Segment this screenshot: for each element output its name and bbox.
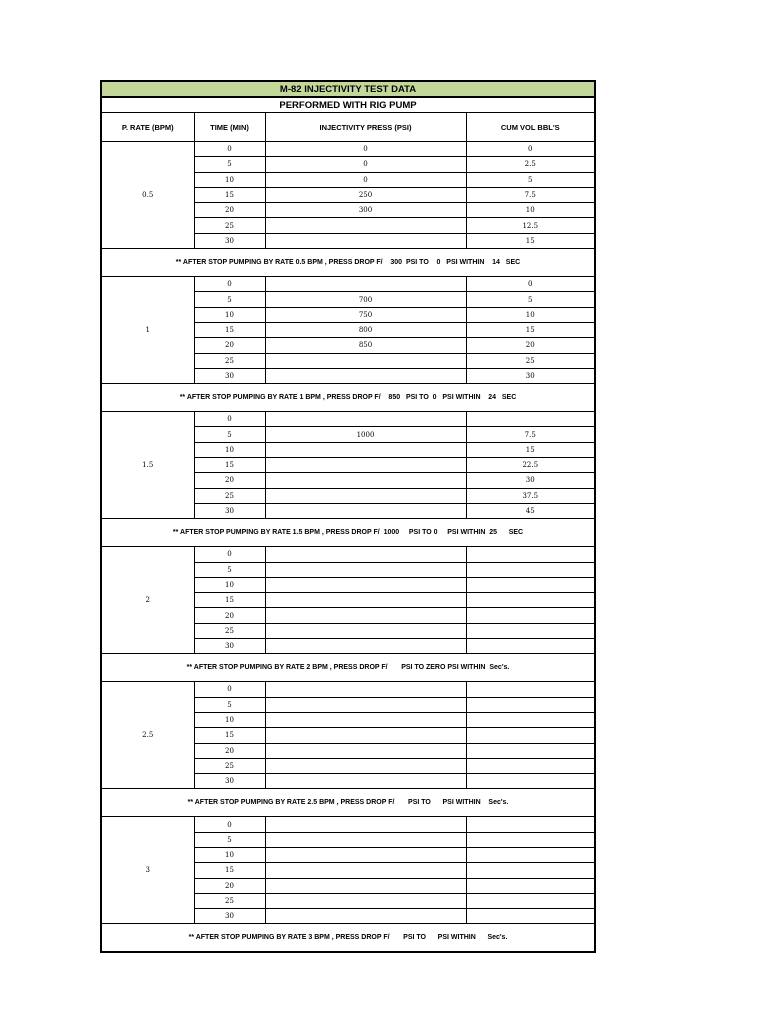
time-cell: 0 (194, 682, 265, 697)
time-cell: 20 (194, 743, 265, 758)
pressure-drop-note: ** AFTER STOP PUMPING BY RATE 2.5 BPM , PRESS DROP F/ PSI TO PSI WITHIN Sec's. (101, 789, 595, 817)
time-cell: 5 (194, 292, 265, 307)
vol-cell (466, 878, 595, 893)
press-cell (265, 562, 466, 577)
press-cell (265, 353, 466, 368)
press-cell: 250 (265, 187, 466, 202)
press-cell (265, 728, 466, 743)
time-cell: 30 (194, 774, 265, 789)
press-cell (265, 774, 466, 789)
vol-cell (466, 743, 595, 758)
time-cell: 25 (194, 623, 265, 638)
press-cell (265, 817, 466, 832)
press-cell (265, 639, 466, 654)
table-row (101, 682, 595, 697)
vol-cell: 10 (466, 307, 595, 322)
time-cell: 15 (194, 593, 265, 608)
table-row (101, 817, 595, 832)
time-cell: 0 (194, 142, 265, 157)
vol-cell (466, 639, 595, 654)
press-cell (265, 593, 466, 608)
vol-cell: 0 (466, 277, 595, 292)
rate-cell: 1 (101, 277, 194, 384)
time-cell: 20 (194, 473, 265, 488)
time-cell: 5 (194, 562, 265, 577)
vol-cell: 45 (466, 503, 595, 518)
rate-cell: 2 (101, 547, 194, 654)
vol-cell: 2.5 (466, 157, 595, 172)
vol-cell (466, 774, 595, 789)
vol-cell (466, 909, 595, 924)
rate-cell: 3 (101, 817, 194, 924)
pressure-drop-note: ** AFTER STOP PUMPING BY RATE 0.5 BPM , PRESS DROP F/ 300 PSI TO 0 PSI WITHIN 14 SEC (101, 249, 595, 277)
pressure-drop-note: ** AFTER STOP PUMPING BY RATE 1.5 BPM , PRESS DROP F/ 1000 PSI TO 0 PSI WITHIN 25 SEC (101, 519, 595, 547)
vol-cell (466, 893, 595, 908)
vol-cell: 15 (466, 442, 595, 457)
pressure-drop-note: ** AFTER STOP PUMPING BY RATE 3 BPM , PRESS DROP F/ PSI TO PSI WITHIN Sec's. (101, 924, 595, 953)
time-cell: 0 (194, 547, 265, 562)
vol-cell: 0 (466, 142, 595, 157)
press-cell (265, 893, 466, 908)
vol-cell: 15 (466, 322, 595, 337)
press-cell: 1000 (265, 427, 466, 442)
press-cell (265, 218, 466, 233)
note-row (101, 924, 595, 953)
vol-cell (466, 547, 595, 562)
press-cell (265, 758, 466, 773)
vol-cell: 5 (466, 172, 595, 187)
time-cell: 20 (194, 338, 265, 353)
vol-cell (466, 712, 595, 727)
time-cell: 0 (194, 412, 265, 427)
vol-cell: 7.5 (466, 187, 595, 202)
header-rate: P. RATE (BPM) (101, 113, 194, 142)
press-cell: 300 (265, 203, 466, 218)
time-cell: 25 (194, 353, 265, 368)
vol-cell (466, 728, 595, 743)
vol-cell (466, 623, 595, 638)
press-cell: 750 (265, 307, 466, 322)
time-cell: 25 (194, 893, 265, 908)
press-cell (265, 608, 466, 623)
pressure-drop-note: ** AFTER STOP PUMPING BY RATE 1 BPM , PRESS DROP F/ 850 PSI TO 0 PSI WITHIN 24 SEC (101, 384, 595, 412)
press-cell (265, 442, 466, 457)
press-cell: 850 (265, 338, 466, 353)
time-cell: 5 (194, 157, 265, 172)
vol-cell: 30 (466, 368, 595, 383)
press-cell (265, 697, 466, 712)
rate-cell: 0.5 (101, 142, 194, 249)
time-cell: 15 (194, 187, 265, 202)
vol-cell: 12.5 (466, 218, 595, 233)
pressure-drop-note: ** AFTER STOP PUMPING BY RATE 2 BPM , PRESS DROP F/ PSI TO ZERO PSI WITHIN Sec's. (101, 654, 595, 682)
press-cell: 0 (265, 157, 466, 172)
time-cell: 20 (194, 878, 265, 893)
vol-cell (466, 697, 595, 712)
vol-cell: 10 (466, 203, 595, 218)
table-row (101, 277, 595, 292)
time-cell: 30 (194, 368, 265, 383)
press-cell (265, 743, 466, 758)
time-cell: 30 (194, 503, 265, 518)
header-time: TIME (MIN) (194, 113, 265, 142)
time-cell: 30 (194, 233, 265, 248)
time-cell: 30 (194, 909, 265, 924)
vol-cell (466, 817, 595, 832)
injectivity-test-table (100, 80, 596, 953)
press-cell (265, 488, 466, 503)
rate-cell: 1.5 (101, 412, 194, 519)
time-cell: 5 (194, 697, 265, 712)
time-cell: 25 (194, 218, 265, 233)
time-cell: 30 (194, 639, 265, 654)
time-cell: 10 (194, 307, 265, 322)
table-row (101, 547, 595, 562)
press-cell (265, 847, 466, 862)
vol-cell: 7.5 (466, 427, 595, 442)
press-cell (265, 458, 466, 473)
press-cell (265, 878, 466, 893)
vol-cell: 25 (466, 353, 595, 368)
press-cell (265, 682, 466, 697)
note-row (101, 789, 595, 817)
vol-cell: 20 (466, 338, 595, 353)
press-cell (265, 712, 466, 727)
subtitle-row (101, 97, 595, 113)
press-cell: 0 (265, 172, 466, 187)
time-cell: 0 (194, 817, 265, 832)
note-row (101, 249, 595, 277)
vol-cell (466, 412, 595, 427)
time-cell: 20 (194, 203, 265, 218)
press-cell: 700 (265, 292, 466, 307)
vol-cell: 5 (466, 292, 595, 307)
press-cell (265, 412, 466, 427)
note-row (101, 519, 595, 547)
time-cell: 5 (194, 832, 265, 847)
vol-cell (466, 863, 595, 878)
vol-cell (466, 577, 595, 592)
time-cell: 15 (194, 322, 265, 337)
time-cell: 25 (194, 758, 265, 773)
press-cell: 0 (265, 142, 466, 157)
time-cell: 5 (194, 427, 265, 442)
press-cell (265, 863, 466, 878)
vol-cell: 22.5 (466, 458, 595, 473)
vol-cell: 37.5 (466, 488, 595, 503)
press-cell (265, 233, 466, 248)
time-cell: 25 (194, 488, 265, 503)
time-cell: 10 (194, 847, 265, 862)
title-row (101, 81, 595, 97)
press-cell (265, 503, 466, 518)
vol-cell (466, 758, 595, 773)
vol-cell (466, 832, 595, 847)
press-cell (265, 473, 466, 488)
time-cell: 20 (194, 608, 265, 623)
vol-cell (466, 847, 595, 862)
vol-cell (466, 608, 595, 623)
sheet-subtitle: PERFORMED WITH RIG PUMP (101, 97, 595, 113)
table-row (101, 412, 595, 427)
press-cell (265, 909, 466, 924)
header-vol: CUM VOL BBL'S (466, 113, 595, 142)
sheet-title: M-82 INJECTIVITY TEST DATA (101, 81, 595, 97)
note-row (101, 384, 595, 412)
press-cell (265, 832, 466, 847)
time-cell: 15 (194, 728, 265, 743)
press-cell (265, 577, 466, 592)
header-press: INJECTIVITY PRESS (PSI) (265, 113, 466, 142)
vol-cell: 15 (466, 233, 595, 248)
time-cell: 15 (194, 863, 265, 878)
rate-cell: 2.5 (101, 682, 194, 789)
vol-cell (466, 562, 595, 577)
time-cell: 15 (194, 458, 265, 473)
vol-cell (466, 682, 595, 697)
vol-cell: 30 (466, 473, 595, 488)
vol-cell (466, 593, 595, 608)
time-cell: 10 (194, 577, 265, 592)
press-cell (265, 368, 466, 383)
table-row (101, 142, 595, 157)
time-cell: 0 (194, 277, 265, 292)
press-cell: 800 (265, 322, 466, 337)
time-cell: 10 (194, 712, 265, 727)
press-cell (265, 547, 466, 562)
press-cell (265, 277, 466, 292)
note-row (101, 654, 595, 682)
press-cell (265, 623, 466, 638)
header-row (101, 113, 595, 142)
time-cell: 10 (194, 442, 265, 457)
time-cell: 10 (194, 172, 265, 187)
